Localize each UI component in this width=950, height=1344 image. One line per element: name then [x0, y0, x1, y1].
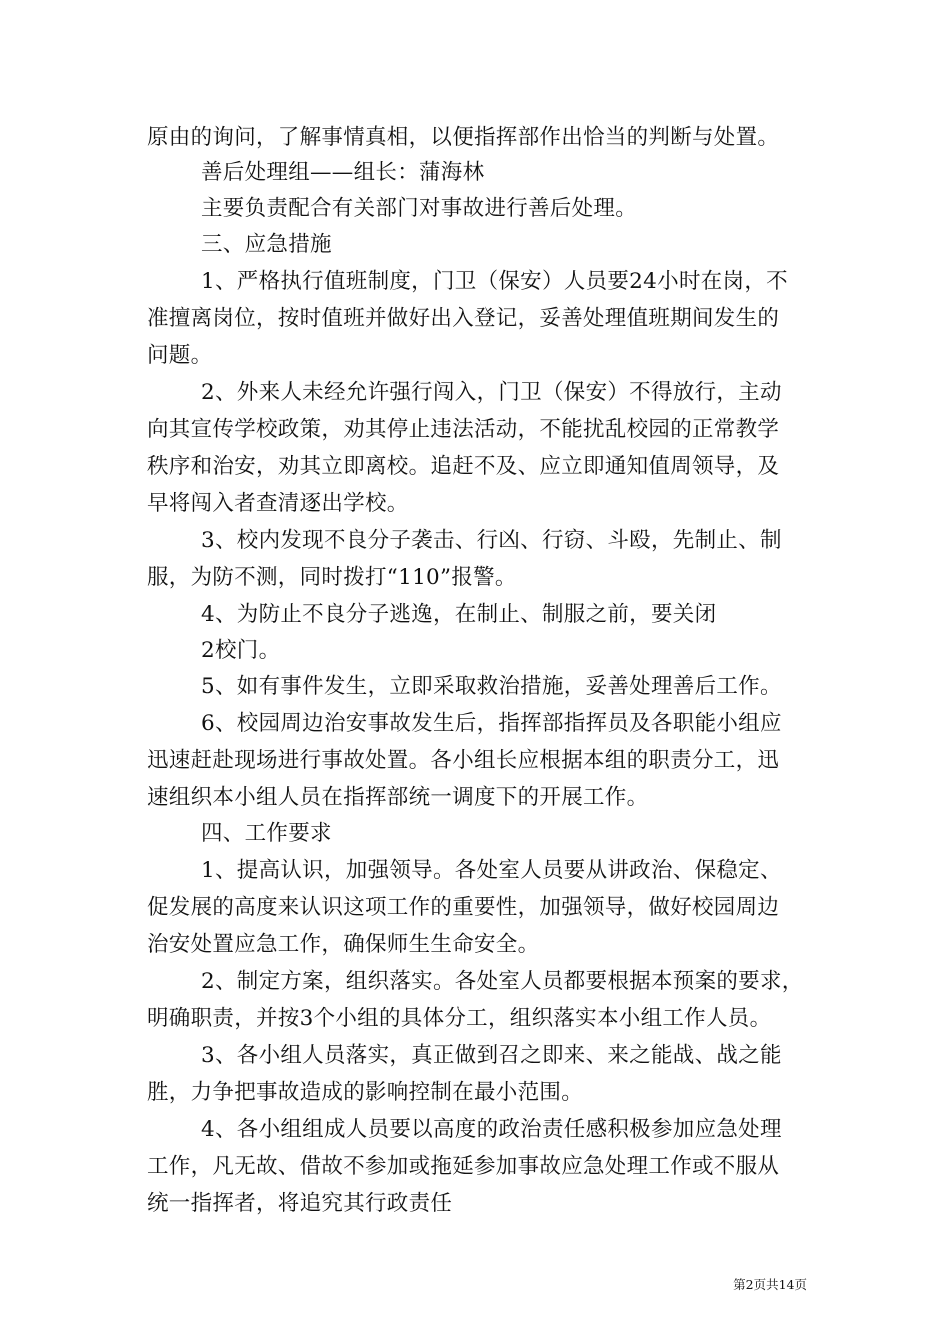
text-line: 明确职责，并按3个小组的具体分工，组织落实本小组工作人员。 [147, 1006, 772, 1031]
text-line: 治安处置应急工作，确保师生生命安全。 [147, 932, 540, 957]
text-line: 向其宣传学校政策，劝其停止违法活动，不能扰乱校园的正常教学 [147, 417, 780, 442]
text-line: 工作，凡无故、借故不参加或拖延参加事故应急处理工作或不服从 [147, 1154, 780, 1179]
page-number: 第2页共14页 [733, 1277, 807, 1292]
text-line: 3、校内发现不良分子袭击、行凶、行窃、斗殴，先制止、制 [201, 528, 782, 553]
text-line: 准擅离岗位，按时值班并做好出入登记，妥善处理值班期间发生的 [147, 306, 780, 331]
text-line: 迅速赶赴现场进行事故处置。各小组长应根据本组的职责分工，迅 [147, 748, 780, 773]
text-line: 2、制定方案，组织落实。各处室人员都要根据本预案的要求， [201, 969, 804, 994]
text-line: 4、各小组组成人员要以高度的政治责任感积极参加应急处理 [201, 1117, 782, 1142]
text-line: 问题。 [147, 343, 213, 368]
text-line: 2校门。 [201, 638, 281, 663]
text-line: 主要负责配合有关部门对事故进行善后处理。 [201, 196, 638, 221]
text-line: 促发展的高度来认识这项工作的重要性，加强领导，做好校园周边 [147, 895, 780, 920]
text-line: 胜，力争把事故造成的影响控制在最小范围。 [147, 1080, 584, 1105]
section-heading: 三、应急措施 [201, 232, 332, 257]
text-line: 6、校园周边治安事故发生后，指挥部指挥员及各职能小组应 [201, 711, 782, 736]
text-line: 速组织本小组人员在指挥部统一调度下的开展工作。 [147, 785, 649, 810]
text-line: 1、严格执行值班制度，门卫（保安）人员要24小时在岗，不 [201, 269, 788, 294]
text-line: 5、如有事件发生，立即采取救治措施，妥善处理善后工作。 [201, 674, 782, 699]
text-line: 1、提高认识，加强领导。各处室人员要从讲政治、保稳定、 [201, 858, 782, 883]
text-line: 原由的询问，了解事情真相，以便指挥部作出恰当的判断与处置。 [147, 125, 780, 150]
text-line: 服，为防不测，同时拨打“110”报警。 [147, 565, 517, 590]
text-line: 4、为防止不良分子逃逸，在制止、制服之前，要关闭 [201, 602, 717, 627]
section-heading: 四、工作要求 [201, 821, 332, 846]
text-line: 统一指挥者，将追究其行政责任 [147, 1191, 453, 1216]
text-line: 3、各小组人员落实，真正做到召之即来、来之能战、战之能 [201, 1043, 782, 1068]
text-line: 早将闯入者查清逐出学校。 [147, 491, 409, 516]
text-line: 善后处理组——组长：蒲海林 [201, 160, 485, 185]
text-line: 2、外来人未经允许强行闯入，门卫（保安）不得放行，主动 [201, 380, 782, 405]
text-line: 秩序和治安，劝其立即离校。追赶不及、应立即通知值周领导，及 [147, 454, 780, 479]
